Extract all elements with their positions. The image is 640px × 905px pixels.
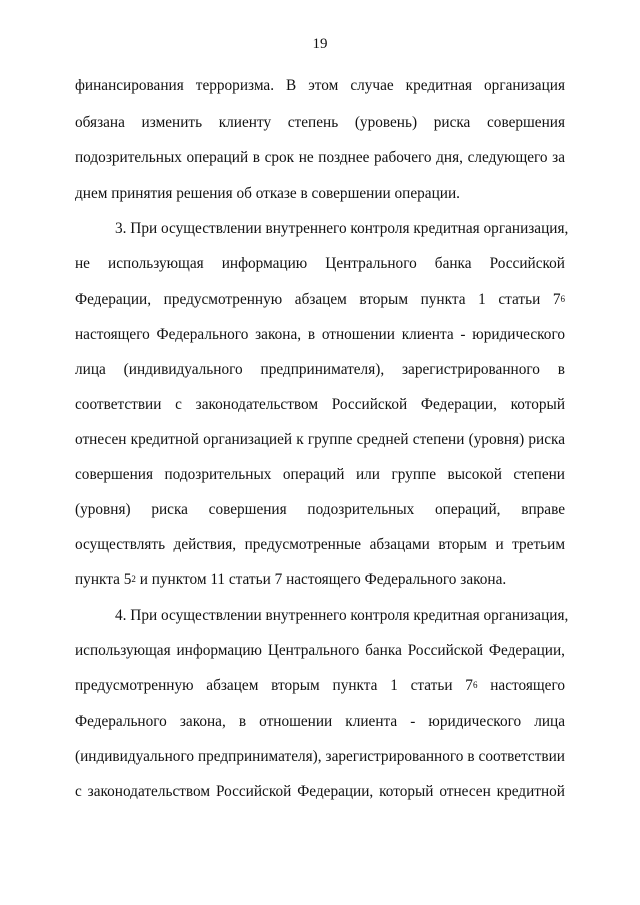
paragraph-line: (индивидуального предпринимателя), зарегистрированного в соответствии: [75, 748, 565, 765]
paragraph-line: финансирования терроризма. В этом случае кредитная организация: [75, 77, 565, 94]
paragraph-line: днем принятия решения об отказе в совершении операции.: [75, 185, 460, 202]
paragraph-line: отнесен кредитной организацией к группе средней степени (уровня) риска: [75, 431, 565, 448]
paragraph-line: с законодательством Российской Федерации, который отнесен кредитной: [75, 783, 565, 800]
line-text: Федерации, предусмотренную абзацем вторым пункта 1 статьи 7: [75, 291, 561, 308]
line-text: и пунктом 11 статьи 7 настоящего Федерального закона.: [135, 571, 507, 588]
line-text: предусмотренную абзацем вторым пункта 1 статьи 7: [75, 677, 473, 694]
paragraph-line: 3. При осуществлении внутреннего контроля кредитная организация,: [115, 220, 569, 237]
page-number: 19: [312, 36, 328, 52]
paragraph-line: Федерального закона, в отношении клиента - юридического лица: [75, 713, 565, 730]
superscript: 2: [131, 574, 136, 584]
paragraph-line: [75, 290, 565, 310]
line-text: пункта 5: [75, 571, 132, 588]
paragraph-line: обязана изменить клиенту степень (уровень) риска совершения: [75, 114, 565, 131]
paragraph-line: [75, 676, 565, 696]
paragraph-line: использующая информацию Центрального банка Российской Федерации,: [75, 642, 565, 659]
superscript: 6: [472, 680, 478, 690]
paragraph-line: подозрительных операций в срок не позднее рабочего дня, следующего за: [75, 149, 565, 166]
paragraph-line: (уровня) риска совершения подозрительных операций, вправе: [75, 501, 565, 518]
paragraph-line: 4. При осуществлении внутреннего контроля кредитная организация,: [115, 607, 569, 624]
line-text: настоящего: [477, 677, 565, 694]
paragraph-line: лица (индивидуального предпринимателя), зарегистрированного в: [75, 361, 565, 378]
superscript: 6: [560, 294, 565, 304]
paragraph-line: осуществлять действия, предусмотренные абзацами вторым и третьим: [75, 536, 565, 553]
paragraph-line: совершения подозрительных операций или группе высокой степени: [75, 466, 565, 483]
paragraph-line: не использующая информацию Центрального банка Российской: [75, 255, 565, 272]
paragraph-line: [75, 570, 565, 590]
paragraph-line: настоящего Федерального закона, в отношении клиента - юридического: [75, 326, 565, 343]
paragraph-line: соответствии с законодательством Российской Федерации, который: [75, 396, 565, 413]
